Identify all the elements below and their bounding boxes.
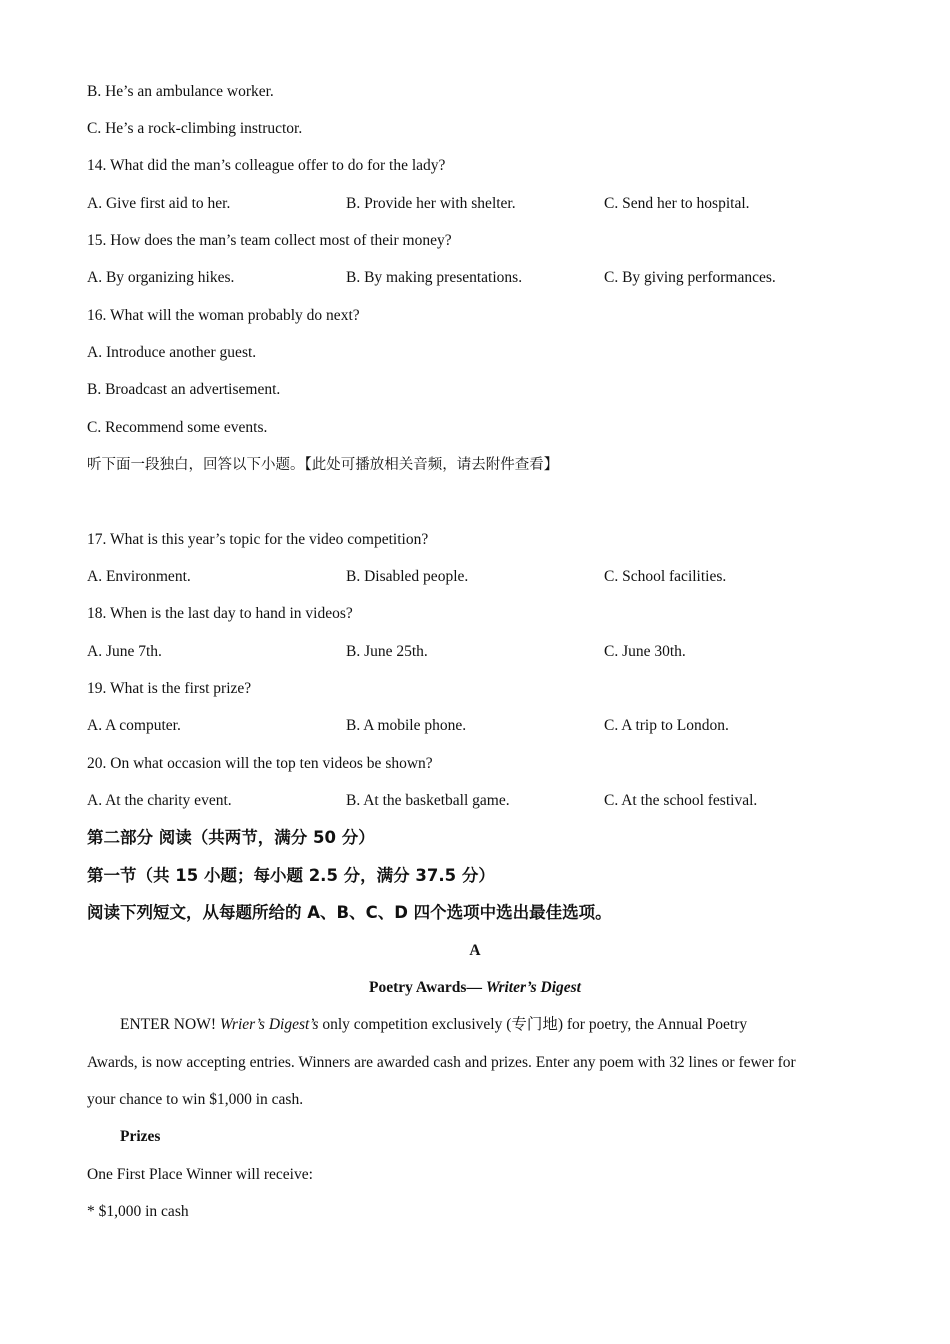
q13-option-b: B. He’s an ambulance worker.	[87, 83, 274, 100]
paragraph-1-line-3: your chance to win $1,000 in cash.	[87, 1091, 304, 1108]
q15-question: 15. How does the man’s team collect most of their money?	[87, 232, 452, 249]
q17-question: 17. What is this year’s topic for the video competition?	[87, 531, 429, 548]
prize-bullet-1: * $1,000 in cash	[87, 1203, 189, 1220]
paragraph-1-line-1	[120, 1015, 747, 1035]
q20-option-a: A. At the charity event.	[87, 792, 232, 809]
q14-option-c: C. Send her to hospital.	[604, 195, 750, 212]
q17-option-c: C. School facilities.	[604, 568, 727, 585]
section1-title: 第一节（共 15 小题；每小题 2.5 分，满分 37.5 分）	[87, 866, 495, 885]
q16-option-c: C. Recommend some events.	[87, 419, 268, 436]
monologue-instruction: 听下面一段独白，回答以下小题。【此处可播放相关音频，请去附件查看】	[87, 457, 559, 473]
q16-question: 16. What will the woman probably do next?	[87, 307, 360, 324]
passage-title-italic: Writer’s Digest	[485, 979, 581, 996]
paragraph-1-line-2: Awards, is now accepting entries. Winners are awarded cash and prizes. Enter any poem with 32 lines or fewer for	[87, 1054, 796, 1071]
q19-option-b: B. A mobile phone.	[346, 717, 467, 734]
passage-title-prefix: Poetry Awards—	[369, 979, 486, 996]
q19-question: 19. What is the first prize?	[87, 680, 252, 697]
q16-option-a: A. Introduce another guest.	[87, 344, 257, 361]
q19-option-a: A. A computer.	[87, 717, 181, 734]
q18-question: 18. When is the last day to hand in videos?	[87, 605, 353, 622]
q15-option-b: B. By making presentations.	[346, 269, 523, 286]
first-place-line: One First Place Winner will receive:	[87, 1166, 313, 1183]
paragraph-1-rest: only competition exclusively (专门地) for poetry, the Annual Poetry	[318, 1016, 748, 1033]
q14-question: 14. What did the man’s colleague offer to do for the lady?	[87, 157, 446, 174]
q18-option-b: B. June 25th.	[346, 643, 428, 660]
q13-option-c: C. He’s a rock-climbing instructor.	[87, 120, 303, 137]
q14-option-b: B. Provide her with shelter.	[346, 195, 516, 212]
q17-option-a: A. Environment.	[87, 568, 191, 585]
q20-question: 20. On what occasion will the top ten videos be shown?	[87, 755, 433, 772]
magazine-name: Wrier’s Digest’s	[219, 1016, 319, 1033]
q16-option-b: B. Broadcast an advertisement.	[87, 381, 281, 398]
q20-option-b: B. At the basketball game.	[346, 792, 510, 809]
q15-option-a: A. By organizing hikes.	[87, 269, 235, 286]
reading-instruction: 阅读下列短文，从每题所给的 A、B、C、D 四个选项中选出最佳选项。	[87, 903, 612, 922]
passage-title	[0, 978, 950, 998]
q20-option-c: C. At the school festival.	[604, 792, 758, 809]
q19-option-c: C. A trip to London.	[604, 717, 729, 734]
part2-title: 第二部分 阅读（共两节，满分 50 分）	[87, 828, 375, 847]
passage-letter: A	[469, 942, 481, 959]
q17-option-b: B. Disabled people.	[346, 568, 469, 585]
prizes-heading: Prizes	[120, 1128, 161, 1145]
q14-option-a: A. Give first aid to her.	[87, 195, 231, 212]
q15-option-c: C. By giving performances.	[604, 269, 776, 286]
q18-option-a: A. June 7th.	[87, 643, 162, 660]
enter-now: ENTER NOW!	[120, 1016, 220, 1033]
q18-option-c: C. June 30th.	[604, 643, 686, 660]
